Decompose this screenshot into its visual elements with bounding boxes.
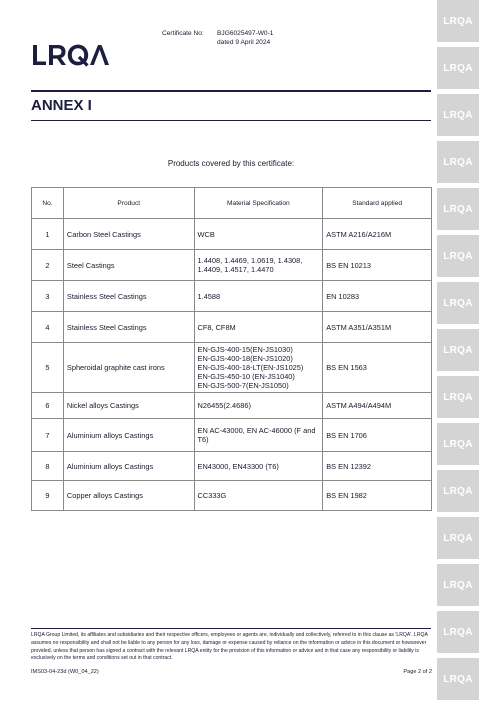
side-tab [437,141,479,183]
cell-material: CC333G [194,481,323,511]
cell-material [194,343,323,393]
column-header-no: No. [32,188,64,219]
cell-standard: EN 10283 [323,281,432,312]
cell-no: 4 [32,312,64,343]
cell-material: EN AC-43000, EN AC-46000 (F and T6) [194,419,323,452]
material-line: EN-GJS-400-18(EN-JS1020) [197,354,293,363]
side-tab [437,517,479,559]
side-tab [437,282,479,324]
lrqa-logo-mark [31,42,109,68]
side-tab [437,188,479,230]
material-line: EN-GJS-400-15(EN-JS1030) [197,345,293,354]
side-tab [437,658,479,700]
cell-material: CF8, CF8M [194,312,323,343]
side-tab [437,235,479,277]
side-tab-label: LRQA [443,62,473,74]
cell-product: Steel Castings [63,250,194,281]
table-row [32,343,432,393]
table-row [32,281,432,312]
certificate-reference [162,29,273,47]
side-tab-label: LRQA [443,156,473,168]
cell-product: Carbon Steel Castings [63,219,194,250]
cell-product: Nickel alloys Castings [63,393,194,419]
cell-product: Spheroidal graphite cast irons [63,343,194,393]
cell-standard: ASTM A494/A494M [323,393,432,419]
side-tab [437,47,479,89]
side-tab-label: LRQA [443,15,473,27]
cell-product: Aluminium alloys Castings [63,419,194,452]
side-tab-label: LRQA [443,391,473,403]
table-row [32,219,432,250]
cell-material: N26455(2.4686) [194,393,323,419]
side-tab-label: LRQA [443,109,473,121]
cell-no: 8 [32,452,64,481]
cell-standard: ASTM A351/A351M [323,312,432,343]
certificate-number-label: Certificate No: [162,30,204,37]
table-row [32,452,432,481]
side-tab [437,329,479,371]
cell-no: 1 [32,219,64,250]
cell-standard: BS EN 1706 [323,419,432,452]
cell-standard: BS EN 1982 [323,481,432,511]
side-tab-label: LRQA [443,579,473,591]
side-tab [437,0,479,42]
products-table [31,187,432,511]
cell-material: 1.4408, 1.4469, 1.0619, 1.4308, 1.4409, 1.4517, 1.4470 [194,250,323,281]
cell-material: 1.4588 [194,281,323,312]
cell-no: 7 [32,419,64,452]
side-tab [437,376,479,418]
cell-material: WCB [194,219,323,250]
table-row [32,393,432,419]
page-number: Page 2 of 2 [403,669,432,675]
side-tab [437,94,479,136]
cell-no: 6 [32,393,64,419]
material-line: EN-GJS-450-10 (EN-JS1040) [197,372,295,381]
lrqa-logo [31,42,109,75]
cell-standard: BS EN 12392 [323,452,432,481]
side-tab [437,564,479,606]
table-row [32,481,432,511]
cell-no: 9 [32,481,64,511]
cell-product: Stainless Steel Castings [63,281,194,312]
cell-standard: ASTM A216/A216M [323,219,432,250]
table-row [32,312,432,343]
side-tab-strip [437,0,490,704]
side-tab-label: LRQA [443,250,473,262]
certificate-date: dated 9 April 2024 [217,39,271,46]
side-tab [437,423,479,465]
side-tab-label: LRQA [443,438,473,450]
side-tab [437,470,479,512]
annex-title: ANNEX I [31,97,92,114]
column-header-standard: Standard applied [323,188,432,219]
side-tab [437,611,479,653]
cell-product: Copper alloys Castings [63,481,194,511]
table-row [32,419,432,452]
cell-no: 3 [32,281,64,312]
certificate-number-value: BJG6025497-W0-1 [217,30,274,37]
material-line: EN-GJS-400-18-LT(EN-JS1025) [197,363,304,372]
side-tab-label: LRQA [443,626,473,638]
cell-product: Stainless Steel Castings [63,312,194,343]
table-row [32,250,432,281]
side-tab-label: LRQA [443,485,473,497]
side-tab-label: LRQA [443,203,473,215]
material-line: EN-GJS-500-7(EN-JS1050) [197,381,289,390]
products-heading: Products covered by this certificate: [167,159,295,168]
cell-no: 2 [32,250,64,281]
document-code: IMS03-04-23d (W0_04_22) [31,669,99,675]
side-tab-label: LRQA [443,344,473,356]
cell-standard: BS EN 10213 [323,250,432,281]
cell-standard: BS EN 1563 [323,343,432,393]
column-header-material: Material Specification [194,188,323,219]
cell-no: 5 [32,343,64,393]
title-divider [31,120,431,121]
column-header-product: Product [63,188,194,219]
cell-product: Aluminium alloys Castings [63,452,194,481]
side-tab-label: LRQA [443,297,473,309]
header-divider [31,90,431,92]
disclaimer-text: LRQA Group Limited, its affiliates and subsidiaries and their respective officers, employees or agents are, individually and collectively, referred to in this clause as 'LRQA'. LRQA assumes no responsibility and shall not be liable to any person for any loss, damage or expense caused by reliance on the information or advice in this document or howsoever provided, unless that person has signed a contract with the relevant LRQA entity for the provision of this information or advice and in that case any responsibility or liability is exclusively on the terms and conditions set out in that contract. [31,632,428,662]
side-tab-label: LRQA [443,673,473,685]
cell-material: EN43000, EN43300 (T6) [194,452,323,481]
footer-divider [31,628,431,629]
side-tab-label: LRQA [443,532,473,544]
table-header-row [32,188,432,219]
